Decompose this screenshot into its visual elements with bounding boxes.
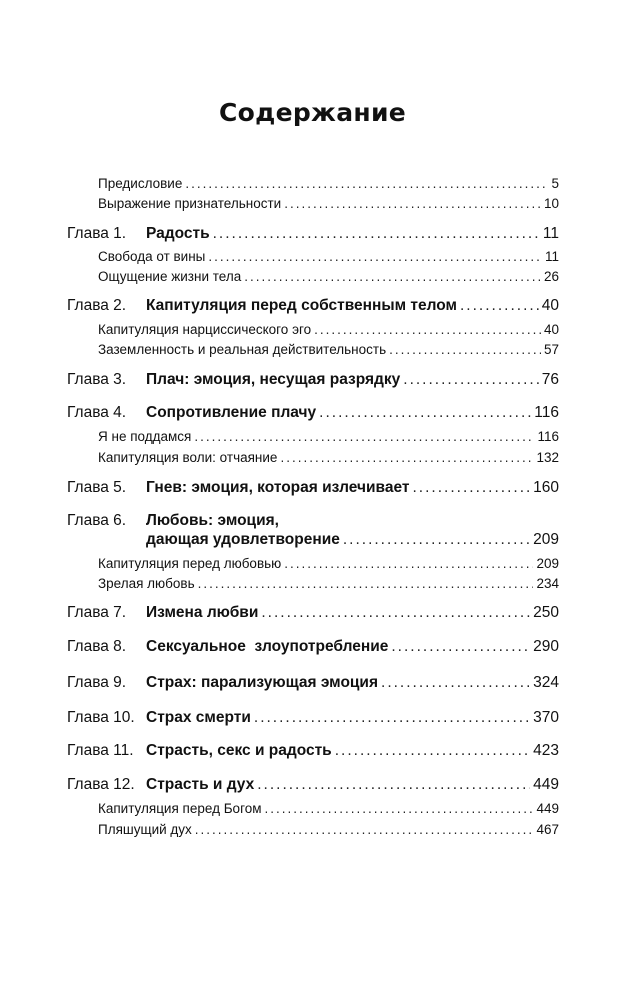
toc-chapter-3[interactable] <box>67 371 559 389</box>
chapter-number: Глава 5. <box>67 479 127 496</box>
chapter-number: Глава 1. <box>67 225 127 242</box>
entry-title: Предисловие <box>98 176 183 191</box>
dot-leader <box>391 638 530 656</box>
dot-leader <box>208 249 542 264</box>
chapter-number: Глава 9. <box>67 674 127 691</box>
dot-leader <box>264 801 533 816</box>
entry-title: Ощущение жизни тела <box>98 269 242 284</box>
entry-title: Я не поддамся <box>98 429 192 444</box>
dot-leader <box>343 531 530 549</box>
dot-leader <box>213 225 540 243</box>
page-number: 449 <box>536 801 559 816</box>
toc-chapter-12[interactable] <box>67 776 559 794</box>
dot-leader <box>319 404 531 422</box>
toc-chapter-7[interactable] <box>67 604 559 622</box>
chapter-title: Капитуляция перед собственным телом <box>146 297 457 314</box>
toc-chapter-6[interactable] <box>146 531 559 549</box>
chapter-title-line-1: Любовь: эмоция, <box>146 512 279 529</box>
toc-chapter-11[interactable] <box>67 742 559 760</box>
page-number: 324 <box>533 674 559 691</box>
entry-title: Выражение признательности <box>98 196 282 211</box>
toc-entry-section[interactable] <box>98 576 559 591</box>
chapter-title: Страх смерти <box>146 709 251 726</box>
dot-leader <box>381 674 530 692</box>
page-number: 26 <box>543 269 559 284</box>
page-number: 423 <box>533 742 559 759</box>
dot-leader <box>335 742 530 760</box>
toc-entry-section[interactable] <box>98 342 559 357</box>
chapter-title: Страх: парализующая эмоция <box>146 674 379 691</box>
toc-entry-section[interactable] <box>98 801 559 816</box>
chapter-title: Сексуальное злоупотребление <box>146 638 389 655</box>
dot-leader <box>284 556 533 571</box>
page-number: 160 <box>533 479 559 496</box>
page-title: Содержание <box>218 98 407 127</box>
chapter-number: Глава 3. <box>67 371 127 388</box>
chapter-number: Глава 4. <box>67 404 127 421</box>
toc-entry-section[interactable] <box>98 269 559 284</box>
chapter-title: Гнев: эмоция, которая излечивает <box>146 479 410 496</box>
page-number: 116 <box>534 404 559 421</box>
toc-chapter-5[interactable] <box>67 479 559 497</box>
page-number: 11 <box>544 249 559 264</box>
page-number: 40 <box>541 297 559 314</box>
page-number: 290 <box>533 638 559 655</box>
toc-entry-section[interactable] <box>98 429 559 444</box>
chapter-number: Глава 6. <box>67 512 127 529</box>
toc-entry-section[interactable] <box>98 249 559 264</box>
page-number: 209 <box>533 531 559 548</box>
entry-title: Заземленность и реальная действительность <box>98 342 387 357</box>
chapter-title: Страсть, секс и радость <box>146 742 332 759</box>
page-number: 250 <box>533 604 559 621</box>
toc-entry-acknowledgements[interactable] <box>98 196 559 211</box>
dot-leader <box>284 196 541 211</box>
toc-chapter-2[interactable] <box>67 297 559 315</box>
page-number: 234 <box>536 576 559 591</box>
toc-chapter-4[interactable] <box>67 404 559 422</box>
dot-leader <box>194 429 534 444</box>
chapter-title: Измена любви <box>146 604 259 621</box>
chapter-title: Сопротивление плачу <box>146 404 317 421</box>
chapter-number: Глава 2. <box>67 297 127 314</box>
chapter-title: Плач: эмоция, несущая разрядку <box>146 371 401 388</box>
dot-leader <box>413 479 531 497</box>
entry-title: Зрелая любовь <box>98 576 195 591</box>
dot-leader <box>261 604 530 622</box>
dot-leader <box>403 371 538 389</box>
page-number: 5 <box>551 176 559 191</box>
page-number: 40 <box>543 322 559 337</box>
dot-leader <box>460 297 539 315</box>
toc-chapter-9[interactable] <box>67 674 559 692</box>
dot-leader <box>314 322 541 337</box>
page-number: 467 <box>536 822 559 837</box>
entry-title: Капитуляция воли: отчаяние <box>98 450 278 465</box>
chapter-number: Глава 10. <box>67 709 135 726</box>
toc-entry-section[interactable] <box>98 822 559 837</box>
entry-title: Капитуляция перед Богом <box>98 801 262 816</box>
dot-leader <box>280 450 533 465</box>
toc-chapter-6-first-line[interactable] <box>67 512 279 530</box>
chapter-title: Страсть и дух <box>146 776 255 793</box>
page-number: 10 <box>543 196 559 211</box>
toc-entry-preface[interactable] <box>98 176 559 191</box>
chapter-number: Глава 8. <box>67 638 127 655</box>
page-number: 57 <box>543 342 559 357</box>
dot-leader <box>195 822 534 837</box>
toc-chapter-10[interactable] <box>67 709 559 727</box>
dot-leader <box>185 176 548 191</box>
entry-title: Свобода от вины <box>98 249 206 264</box>
entry-title: Капитуляция нарциссического эго <box>98 322 312 337</box>
chapter-number: Глава 11. <box>67 742 134 759</box>
dot-leader <box>254 709 530 727</box>
page-number: 449 <box>533 776 559 793</box>
toc-entry-section[interactable] <box>98 556 559 571</box>
page-number: 370 <box>533 709 559 726</box>
page-number: 116 <box>537 429 559 444</box>
toc-entry-section[interactable] <box>98 450 559 465</box>
toc-chapter-1[interactable] <box>67 225 559 243</box>
chapter-title-line-2: дающая удовлетворение <box>146 531 340 548</box>
dot-leader <box>198 576 534 591</box>
page-number: 76 <box>541 371 559 388</box>
dot-leader <box>257 776 530 794</box>
chapter-number: Глава 12. <box>67 776 135 793</box>
dot-leader <box>244 269 541 284</box>
chapter-title: Радость <box>146 225 210 242</box>
entry-title: Пляшущий дух <box>98 822 192 837</box>
dot-leader <box>389 342 541 357</box>
chapter-number: Глава 7. <box>67 604 127 621</box>
entry-title: Капитуляция перед любовью <box>98 556 282 571</box>
toc-chapter-8[interactable] <box>67 638 559 656</box>
page-number: 11 <box>542 225 559 242</box>
page-number: 209 <box>536 556 559 571</box>
page-number: 132 <box>536 450 559 465</box>
toc-entry-section[interactable] <box>98 322 559 337</box>
